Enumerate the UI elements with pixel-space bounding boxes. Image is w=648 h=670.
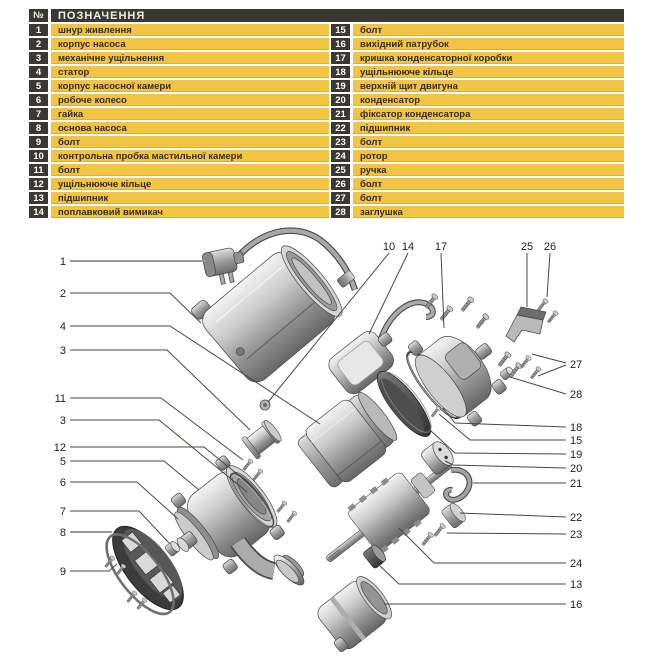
callout-number: 27 <box>570 359 583 371</box>
part-name: гайка <box>51 108 329 120</box>
callout-number: 14 <box>401 241 415 253</box>
legend-row <box>331 178 624 190</box>
callout-number: 4 <box>59 321 66 333</box>
part-number-badge: 18 <box>331 66 350 78</box>
callout-number: 22 <box>570 512 583 524</box>
part-number-badge: 1 <box>29 24 48 36</box>
part-number-badge: 23 <box>331 136 350 148</box>
part-name: ущільнююче кільце <box>353 66 624 78</box>
part-name: конденсатор <box>353 94 624 106</box>
legend-row <box>29 66 329 78</box>
legend-row <box>331 94 624 106</box>
callout-number: 17 <box>434 241 448 253</box>
legend-row <box>331 122 624 134</box>
capacitor-clamp-part <box>446 470 470 500</box>
callout-number: 6 <box>59 477 66 489</box>
part-name: підшипник <box>353 122 624 134</box>
part-name: основа насоса <box>51 122 329 134</box>
part-number-badge: 6 <box>29 94 48 106</box>
handle-part <box>506 307 546 342</box>
part-name: контрольна пробка мастильної камери <box>51 150 329 162</box>
callout-number: 3 <box>59 415 66 427</box>
legend-header-title: ПОЗНАЧЕННЯ <box>51 9 624 22</box>
part-name: верхній щит двигуна <box>353 80 624 92</box>
part-name: кришка конденсаторної коробки <box>353 52 624 64</box>
callout-number: 20 <box>570 463 583 475</box>
part-number-badge: 15 <box>331 24 350 36</box>
part-name: болт <box>353 24 624 36</box>
part-name: ручка <box>353 164 624 176</box>
part-number-badge: 27 <box>331 192 350 204</box>
part-number-badge: 26 <box>331 178 350 190</box>
leader-line <box>70 293 201 323</box>
callout-number: 3 <box>59 345 66 357</box>
callout-number: 10 <box>382 241 396 253</box>
legend-row <box>29 206 329 218</box>
part-number-badge: 21 <box>331 108 350 120</box>
callout-number: 12 <box>53 442 66 454</box>
callout-number: 18 <box>570 422 583 434</box>
legend-row <box>29 80 329 92</box>
legend-row <box>29 136 329 148</box>
leader-line <box>430 430 566 454</box>
part-number-badge: 11 <box>29 164 48 176</box>
part-number-badge: 28 <box>331 206 350 218</box>
callout-number: 11 <box>54 393 66 405</box>
legend-row <box>29 192 329 204</box>
part-number-badge: 19 <box>331 80 350 92</box>
part-name: шнур живлення <box>51 24 329 36</box>
callout-number: 9 <box>59 566 66 578</box>
leader-line <box>380 566 566 584</box>
part-name: фіксатор конденсатора <box>353 108 624 120</box>
part-name: ротор <box>353 150 624 162</box>
callout-number: 16 <box>570 599 583 611</box>
legend-row <box>331 80 624 92</box>
leader-line <box>70 350 250 430</box>
part-name: болт <box>51 164 329 176</box>
legend-row <box>29 94 329 106</box>
callout-number: 21 <box>570 478 583 490</box>
legend-row <box>29 52 329 64</box>
legend-row <box>331 150 624 162</box>
legend-row <box>29 150 329 162</box>
power-plug <box>202 246 248 288</box>
legend-row <box>29 24 329 36</box>
callout-number: 7 <box>59 506 66 518</box>
callout-number: 8 <box>59 527 66 539</box>
part-number-badge: 25 <box>331 164 350 176</box>
callout-number: 25 <box>520 241 534 253</box>
part-name: корпус насоса <box>51 38 329 50</box>
part-number-badge: 20 <box>331 94 350 106</box>
part-name: корпус насосної камери <box>51 80 329 92</box>
callout-number: 23 <box>570 529 583 541</box>
part-name: вихідний патрубок <box>353 38 624 50</box>
part-name: механічне ущільнення <box>51 52 329 64</box>
part-name: статор <box>51 66 329 78</box>
part-number-badge: 14 <box>29 206 48 218</box>
legend-row <box>331 38 624 50</box>
part-number-badge: 22 <box>331 122 350 134</box>
part-number-badge: 17 <box>331 52 350 64</box>
callout-number: 28 <box>570 389 583 401</box>
callout-number: 13 <box>570 579 583 591</box>
part-name: робоче колесо <box>51 94 329 106</box>
part-name: підшипник <box>51 192 329 204</box>
callout-number: 19 <box>570 449 583 461</box>
legend-row <box>331 66 624 78</box>
bearing-upper-part <box>441 501 468 529</box>
part-name: болт <box>353 192 624 204</box>
part-number-badge: 5 <box>29 80 48 92</box>
leader-line <box>532 354 566 363</box>
part-name: ущільнююче кільце <box>51 178 329 190</box>
leader-line <box>447 533 566 534</box>
callout-number: 5 <box>59 456 66 468</box>
callout-number: 24 <box>570 558 583 570</box>
legend-row <box>331 24 624 36</box>
legend-row <box>331 108 624 120</box>
legend-row <box>331 192 624 204</box>
legend-header-number-cell: № <box>29 9 48 22</box>
part-number-badge: 16 <box>331 38 350 50</box>
leader-line <box>538 365 566 376</box>
leader-line <box>70 482 178 519</box>
legend-column-left <box>29 24 329 220</box>
part-number-badge: 4 <box>29 66 48 78</box>
leader-line <box>70 398 243 460</box>
legend-row <box>29 38 329 50</box>
legend-row <box>29 122 329 134</box>
part-name: болт <box>51 136 329 148</box>
legend-row <box>331 164 624 176</box>
legend-row <box>29 108 329 120</box>
part-number-badge: 8 <box>29 122 48 134</box>
part-number-badge: 7 <box>29 108 48 120</box>
elbow-outlet-part <box>238 542 311 589</box>
outlet-pipe-part <box>311 572 397 655</box>
callout-number: 2 <box>59 288 66 300</box>
callout-number: 15 <box>570 435 583 447</box>
legend-row <box>331 52 624 64</box>
part-number-badge: 9 <box>29 136 48 148</box>
part-number-badge: 2 <box>29 38 48 50</box>
part-number-badge: 3 <box>29 52 48 64</box>
leader-line <box>70 461 199 490</box>
legend-row <box>331 136 624 148</box>
leader-line <box>510 377 566 394</box>
legend-row <box>29 164 329 176</box>
legend-row <box>29 178 329 190</box>
part-name: болт <box>353 136 624 148</box>
legend-column-right <box>331 24 624 220</box>
leader-line <box>445 461 566 468</box>
part-number-badge: 12 <box>29 178 48 190</box>
part-name: болт <box>353 178 624 190</box>
leader-line <box>460 513 566 517</box>
part-number-badge: 13 <box>29 192 48 204</box>
parts-legend <box>29 9 624 220</box>
callout-number: 26 <box>543 241 557 253</box>
callout-number: 1 <box>59 256 66 268</box>
part-number-badge: 24 <box>331 150 350 162</box>
legend-header <box>29 9 624 22</box>
mechanical-seal-part <box>241 418 283 459</box>
part-number-badge: 10 <box>29 150 48 162</box>
legend-row <box>331 206 624 218</box>
part-name: поплавковий вимикач <box>51 206 329 218</box>
leader-line <box>547 253 550 297</box>
part-name: заглушка <box>353 206 624 218</box>
